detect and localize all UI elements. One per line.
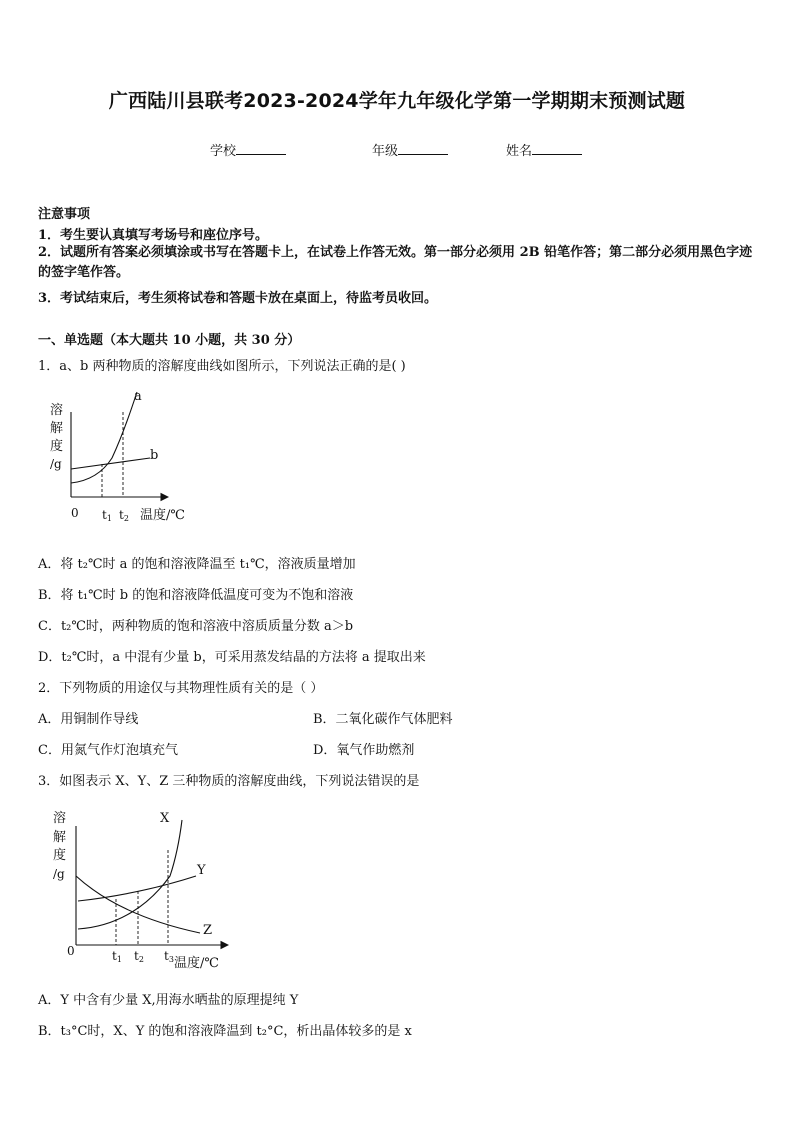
q3-t2-label: t2 — [134, 949, 144, 964]
q1-stem: 1．a、b 两种物质的溶解度曲线如图所示，下列说法正确的是( ) — [38, 359, 406, 374]
q3-x-label: 温度/℃ — [174, 956, 219, 971]
q1-t2-label: t2 — [119, 508, 129, 523]
q2-option-b[interactable]: B．二氧化碳作气体肥料 — [313, 712, 453, 727]
q3-curve-y-label: Y — [197, 863, 206, 878]
q3-option-b[interactable]: B．t₃°C时，X、Y 的饱和溶液降温到 t₂°C，析出晶体较多的是 x — [38, 1024, 412, 1039]
q2-option-c[interactable]: C．用氮气作灯泡填充气 — [38, 743, 178, 758]
q2-option-a[interactable]: A．用铜制作导线 — [38, 712, 139, 727]
name-field[interactable] — [506, 140, 582, 159]
notice-item-3: 3．考试结束后，考生须将试卷和答题卡放在桌面上，待监考员收回。 — [38, 291, 438, 306]
q1-solubility-graph — [40, 386, 200, 528]
school-blank[interactable] — [236, 142, 286, 155]
q1-origin-label: 0 — [71, 506, 79, 520]
name-blank[interactable] — [532, 142, 582, 155]
notice-item-2: 2．试题所有答案必须填涂或书写在答题卡上，在试卷上作答无效。第一部分必须用 2B 铅笔作答；第二部分必须用黑色字迹的签字笔作答。 — [38, 245, 753, 280]
exam-title: 广西陆川县联考2023-2024学年九年级化学第一学期期末预测试题 — [108, 90, 686, 112]
q3-y-label-3: 度 — [53, 848, 67, 863]
name-label: 姓名 — [506, 144, 533, 159]
q1-curve-b-label: b — [150, 448, 159, 463]
q3-t3-label: t3 — [164, 949, 174, 964]
grade-field[interactable] — [372, 140, 448, 159]
q1-x-label: 温度/℃ — [140, 508, 185, 523]
q1-t1-label: t1 — [102, 508, 112, 523]
grade-label: 年级 — [372, 144, 399, 159]
q1-y-label-1: 溶 — [50, 403, 64, 418]
grade-blank[interactable] — [398, 142, 448, 155]
q3-solubility-graph — [40, 804, 240, 976]
q1-curve-a — [71, 392, 137, 483]
q2-option-d[interactable]: D．氧气作助燃剂 — [313, 743, 415, 758]
q3-curve-x — [78, 820, 182, 929]
school-label: 学校 — [210, 144, 237, 159]
q1-option-b[interactable]: B．将 t₁℃时 b 的饱和溶液降低温度可变为不饱和溶液 — [38, 588, 354, 603]
q3-t1-label: t1 — [112, 949, 122, 964]
q1-curve-a-label: a — [134, 389, 142, 404]
q3-curve-y — [78, 876, 196, 901]
q3-y-label-2: 解 — [53, 830, 67, 845]
notice-item-1: 1．考生要认真填写考场号和座位序号。 — [38, 228, 269, 243]
q3-stem: 3．如图表示 X、Y、Z 三种物质的溶解度曲线，下列说法错误的是 — [38, 774, 420, 789]
q1-y-label-4: /g — [50, 457, 62, 471]
q1-option-d[interactable]: D．t₂℃时，a 中混有少量 b，可采用蒸发结晶的方法将 a 提取出来 — [38, 650, 426, 665]
q1-option-c[interactable]: C．t₂℃时，两种物质的饱和溶液中溶质质量分数 a＞b — [38, 619, 354, 634]
q3-option-a[interactable]: A．Y 中含有少量 X,用海水晒盐的原理提纯 Y — [38, 993, 299, 1008]
q3-curve-z — [76, 876, 200, 933]
q2-stem: 2．下列物质的用途仅与其物理性质有关的是（ ） — [38, 681, 324, 696]
notice-heading: 注意事项 — [38, 207, 91, 222]
q3-y-label-1: 溶 — [53, 811, 67, 826]
section-heading: 一、单选题（本大题共 10 小题，共 30 分） — [38, 333, 301, 348]
q3-curve-x-label: X — [160, 811, 170, 826]
school-field[interactable] — [210, 140, 286, 159]
q1-y-label-3: 度 — [50, 439, 64, 454]
q3-y-label-4: /g — [53, 867, 65, 881]
q1-y-label-2: 解 — [50, 421, 64, 436]
q1-option-a[interactable]: A．将 t₂℃时 a 的饱和溶液降温至 t₁℃，溶液质量增加 — [38, 557, 356, 572]
q3-curve-z-label: Z — [203, 923, 213, 938]
q3-origin-label: 0 — [67, 944, 75, 958]
